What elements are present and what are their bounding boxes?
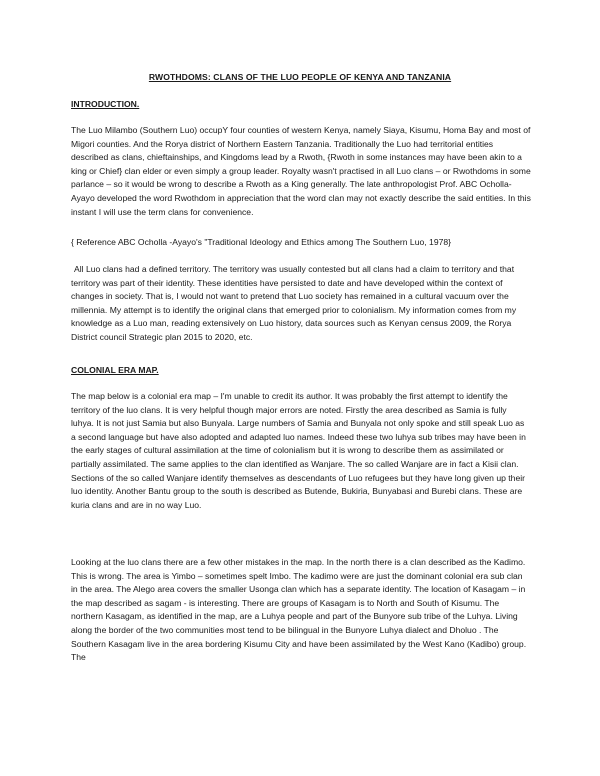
document-title: RWOTHDOMS: CLANS OF THE LUO PEOPLE OF KENYA AND TANZANIA	[148, 72, 452, 82]
colonial-map-paragraph: The map below is a colonial era map – I'm unable to credit its author. It was probably the first attempt to identify the territory of the luo clans. It is very helpful though major errors are noted. Firstly the area described as Samia is fully luhya. It is not just Samia but also Bunyala. Large numbers of Samia and Bunyala not only spoke and still speak Luo as a second language but have also adopted and adapted luo names. Indeed these two luhya sub tribes may have been in the early stages of cultural assimilation at the time of colonialism but it is wrong to describe them as assimilated or partially assimilated. The same applies to the clan identified as Wanjare. The so called Wanjare are in fact a Kisii clan. Sections of the so called Wanjare identify themselves as descendants of Luo refugees but they have long given up their luo identity. Another Bantu group to the south is described as Butende, Bukiria, Bunyabasi and Burebi clans. These are kuria clans and are in no way Luo.	[71, 391, 526, 510]
territory-paragraph: All Luo clans had a defined territory. The territory was usually contested but all clans had a claim to territory and that territory was part of their identity. These identities have persisted to date and have developed within the context of changes in society. That is, I would not want to pretend that Luo society has remained in a cultural vacuum over the millennia. My attempt is to identify the original clans that emerged prior to colonialism. My information comes from my knowledge as a Luo man, reading extensively on Luo history, data sources such as Kenyan census 2009, the Rorya District council Strategic plan 2015 to 2020, etc.	[71, 264, 517, 342]
clans-mistakes-paragraph: Looking at the luo clans there are a few other mistakes in the map. In the north there is a clan described as the Kadimo. This is wrong. The area is Yimbo – sometimes spelt Imbo. The kadimo were are just the dominant colonial era sub clan in the area. The Alego area covers the smaller Usonga clan which has a separate identity. The location of Kasagam – in the map described as sagam - is interesting. There are groups of Kasagam is to North and South of Kisumu. The northern Kasagam, as identified in the map, are a Luhya people and part of the Bunyore sub tribe of the Luhya. Living along the border of the two communities most tend to be bilingual in the Bunyore Luhya dialect and Dholuo . The Southern Kasagam live in the area bordering Kisumu City and have been assimilated by the West Kano (Kadibo) group. The	[71, 557, 527, 663]
colonial-era-heading: COLONIAL ERA MAP.	[71, 365, 159, 375]
introduction-heading: INTRODUCTION.	[71, 99, 140, 109]
reference-paragraph: { Reference ABC Ocholla -Ayayo's "Traditional Ideology and Ethics among The Southern Luo, 1978}	[71, 237, 452, 247]
intro-paragraph: The Luo Milambo (Southern Luo) occupY four counties of western Kenya, namely Siaya, Kisumu, Homa Bay and most of Migori counties. And the Rorya district of Northern Eastern Tanzania. Traditionally the Luo had territorial entities described as clans, chieftainships, and Kingdoms lead by a Rwoth, {Rwoth in some instances may have been akin to a king or Chief} clan elder or even simply a group leader. Royalty wasn't practised in all Luo clans – or Rwothdoms in some parlance – so it would be wrong to describe a Rwoth as a King generally. The late anthropologist Prof. ABC Ocholla-Ayayo developed the word Rwothdom in appreciation that the word clan may not exactly describe the said entities. In this instant I will use the term clans for convenience.	[71, 125, 531, 217]
